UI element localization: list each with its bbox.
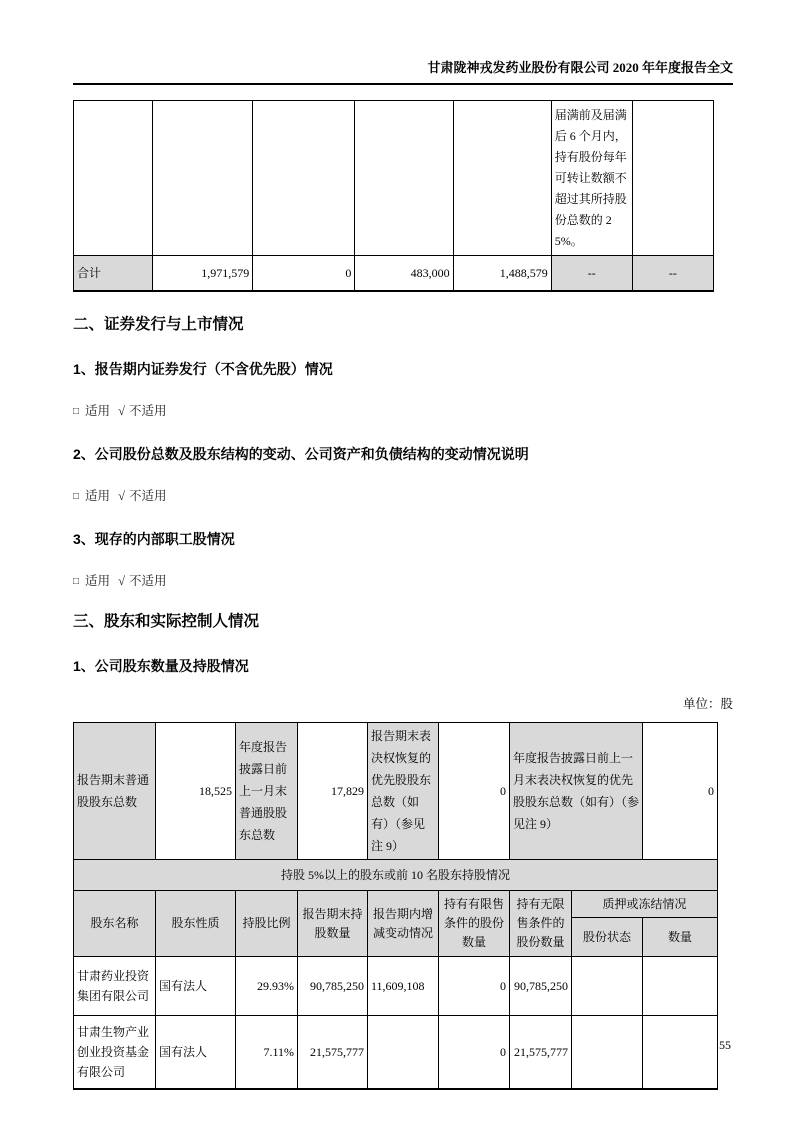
shareholder-restricted-cell: 0: [439, 957, 510, 1016]
prior-month-holders-label-cell: 年度报告披露日前上一月末普通股股东总数: [236, 723, 298, 860]
section-2-item-3: 3、现存的内部职工股情况: [73, 531, 235, 547]
pledge-status-cell: [572, 957, 643, 1016]
shareholder-unrestricted-cell: 90,785,250: [510, 957, 572, 1016]
shareholder-nature-cell: 国有法人: [156, 957, 236, 1016]
report-title: 甘肃陇神戎发药业股份有限公司 2020 年年度报告全文: [427, 60, 733, 75]
total-row: [74, 256, 714, 292]
applicability-line: [73, 401, 733, 419]
pledge-qty-cell: [643, 1016, 718, 1090]
empty-cell: [253, 101, 355, 256]
page-number: 55: [719, 1038, 731, 1052]
shareholder-shares-cell: 90,785,250: [298, 957, 368, 1016]
preferred-holders-value-cell: 0: [439, 723, 510, 860]
shareholder-ratio-cell: 7.11%: [236, 1016, 298, 1090]
prior-month-preferred-value-cell: 0: [643, 723, 718, 860]
shareholder-name-cell: 甘肃药业投资集团有限公司: [74, 957, 156, 1016]
total-value-cell: 1,971,579: [153, 256, 253, 292]
section-2-item-2: 2、公司股份总数及股东结构的变动、公司资产和负债结构的变动情况说明: [73, 446, 529, 462]
checkbox-unchecked-icon: □: [73, 576, 80, 587]
shareholder-ratio-cell: 29.93%: [236, 957, 298, 1016]
col-header-change: 报告期内增减变动情况: [368, 891, 439, 957]
col-header-pledge-qty: 数量: [643, 918, 718, 957]
empty-cell: [453, 101, 551, 256]
checkbox-unchecked-icon: □: [73, 406, 80, 417]
shareholder-count-row: [74, 723, 718, 860]
not-applicable-label: 不适用: [128, 489, 167, 503]
shareholder-change-cell: [368, 1016, 439, 1090]
applicable-label: 适用: [85, 404, 111, 418]
table-header-row: [74, 891, 718, 918]
checkmark-icon: √: [118, 489, 125, 503]
shareholder-shares-cell: 21,575,777: [298, 1016, 368, 1090]
col-header-pledge-status: 股份状态: [572, 918, 643, 957]
checkmark-icon: √: [118, 574, 125, 588]
prior-month-holders-value-cell: 17,829: [298, 723, 368, 860]
shareholder-nature-cell: 国有法人: [156, 1016, 236, 1090]
empty-cell: [74, 101, 153, 256]
shareholder-change-cell: 11,609,108: [368, 957, 439, 1016]
col-header-shares-end: 报告期末持股数量: [298, 891, 368, 957]
unit-label: 单位：股: [682, 697, 733, 711]
preferred-holders-label-cell: 报告期末表决权恢复的优先股股东总数（如有）（参见注 9）: [368, 723, 439, 860]
shareholder-table: [73, 722, 718, 1090]
applicability-line: [73, 571, 733, 589]
col-header-name: 股东名称: [74, 891, 156, 957]
total-label-cell: 合计: [74, 256, 153, 292]
shareholder-row: [74, 1016, 718, 1090]
lockup-note-row: [74, 101, 714, 256]
col-header-unrestricted: 持有无限售条件的股份数量: [510, 891, 572, 957]
prior-month-preferred-label-cell: 年度报告披露日前上一月末表决权恢复的优先股股东总数（如有）（参见注 9）: [510, 723, 643, 860]
not-applicable-label: 不适用: [128, 404, 167, 418]
col-header-restricted: 持有有限售条件的股份数量: [439, 891, 510, 957]
lockup-total-table: [73, 100, 714, 292]
total-value-cell: 1,488,579: [453, 256, 551, 292]
total-value-cell: 0: [253, 256, 355, 292]
page-header: [73, 57, 733, 85]
empty-cell: [355, 101, 453, 256]
shareholder-restricted-cell: 0: [439, 1016, 510, 1090]
shareholder-unrestricted-cell: 21,575,777: [510, 1016, 572, 1090]
checkbox-unchecked-icon: □: [73, 491, 80, 502]
restriction-note-cell: 届满前及届满后 6 个月内，持有股份每年可转让数额不超过其所持股份总数的 25%。: [551, 101, 632, 256]
total-dash-cell: --: [551, 256, 632, 292]
total-dash-cell: --: [632, 256, 713, 292]
common-holders-label-cell: 报告期末普通股股东总数: [74, 723, 156, 860]
applicability-line: [73, 486, 733, 504]
pledge-status-cell: [572, 1016, 643, 1090]
shareholder-row: [74, 957, 718, 1016]
applicable-label: 适用: [85, 489, 111, 503]
section-3-item-1: 1、公司股东数量及持股情况: [73, 658, 249, 674]
col-header-pledge-group: 质押或冻结情况: [572, 891, 718, 918]
empty-cell: [153, 101, 253, 256]
pledge-qty-cell: [643, 957, 718, 1016]
col-header-ratio: 持股比例: [236, 891, 298, 957]
common-holders-value-cell: 18,525: [156, 723, 236, 860]
section-3-title: 三、股东和实际控制人情况: [73, 613, 260, 630]
col-header-nature: 股东性质: [156, 891, 236, 957]
section-2-title: 二、证券发行与上市情况: [73, 316, 244, 333]
top10-banner-row: [74, 860, 718, 891]
empty-cell: [632, 101, 713, 256]
total-value-cell: 483,000: [355, 256, 453, 292]
checkmark-icon: √: [118, 404, 125, 418]
top10-banner-cell: 持股 5%以上的股东或前 10 名股东持股情况: [74, 860, 718, 891]
not-applicable-label: 不适用: [128, 574, 167, 588]
section-2-item-1: 1、报告期内证券发行（不含优先股）情况: [73, 361, 333, 377]
applicable-label: 适用: [85, 574, 111, 588]
shareholder-name-cell: 甘肃生物产业创业投资基金有限公司: [74, 1016, 156, 1090]
